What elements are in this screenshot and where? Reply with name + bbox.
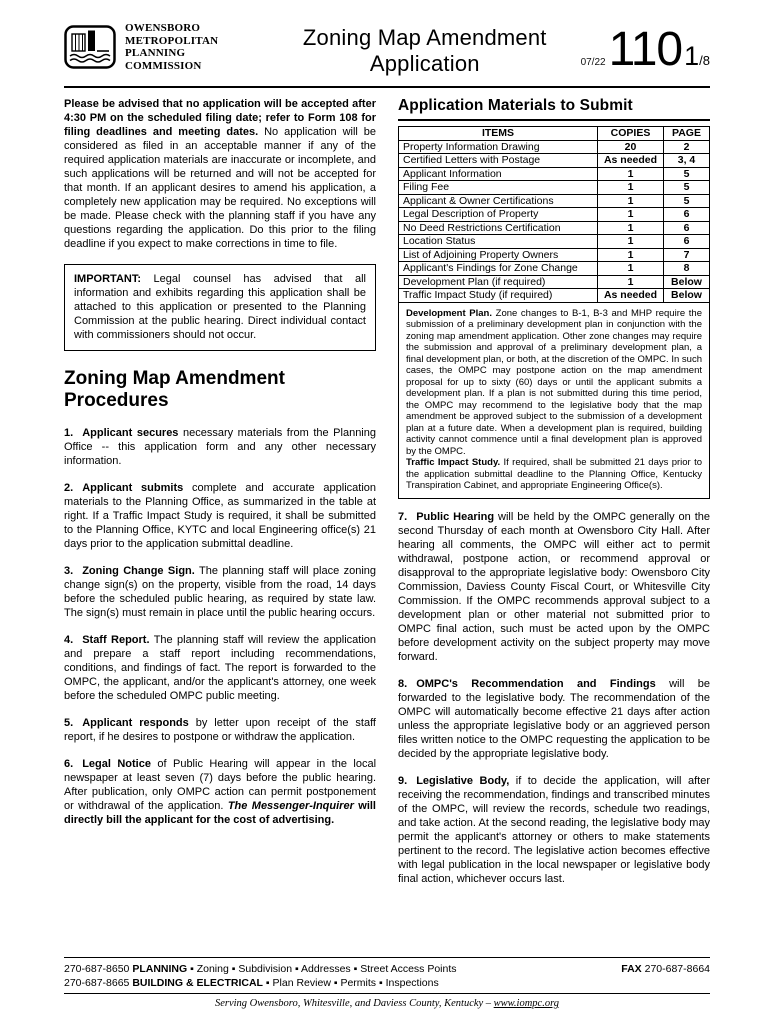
copies-cell: 1 xyxy=(598,208,664,222)
title-line-1: Zoning Map Amendment xyxy=(302,25,547,50)
item-text: The planning staff will place zoning change sign(s) on the property, visible from the road, 14 days before the scheduled public hearing, as required by state law. The sign(s) must remain in place until the public hearing occurs. xyxy=(64,565,376,619)
table-row xyxy=(399,235,710,249)
fax-label: FAX xyxy=(621,963,642,975)
materials-table xyxy=(398,126,710,303)
document-title xyxy=(269,20,581,77)
item-number: 6. xyxy=(64,758,74,770)
table-row xyxy=(399,154,710,168)
item-lead: OMPC's Recommendation and Findings xyxy=(416,677,656,690)
procedures-heading-line-1: Zoning Map Amendment xyxy=(64,368,285,389)
item-lead: Legal Notice xyxy=(82,758,151,770)
org-block xyxy=(64,20,269,72)
item-lead: Public Hearing xyxy=(416,510,495,523)
org-line-2: METROPOLITAN xyxy=(125,34,219,47)
item-lead: Legislative Body, xyxy=(416,774,510,787)
page-cell: 6 xyxy=(664,208,710,222)
item-number: 1. xyxy=(64,427,74,439)
copies-cell: 1 xyxy=(598,262,664,276)
item-name-cell: Location Status xyxy=(399,235,598,249)
newspaper-name: The Messenger-Inquirer xyxy=(227,800,354,812)
building-contact xyxy=(64,976,710,990)
org-line-4: COMMISSION xyxy=(125,59,202,72)
development-plan-text: Zone changes to B-1, B-3 and MHP require the submission of a preliminary development plan in conjunction with the zoning map amendment application. Other zone changes may require the submission and approval of a preliminary development plan, a final development plan, or both, at the discretion of the OMPC. In such cases, the OMPC may postpone action on the map amendment proposal for up to sixty (60) days or until the applicant submits a development plan. If a plan is not submitted during this time period, the OMPC may recommend to the legislative body that the map amendment be approved subject to the submission of a development plan at a future date. When a development plan is required, building activity cannot commence until a final development plan is approved by the OMPC. xyxy=(406,307,702,457)
item-name-cell: Legal Description of Property xyxy=(399,208,598,222)
copies-cell: 1 xyxy=(598,248,664,262)
table-row xyxy=(399,140,710,154)
materials-heading: Application Materials to Submit xyxy=(398,97,710,121)
org-line-1: OWENSBORO xyxy=(125,22,201,34)
item-number: 4. xyxy=(64,634,74,646)
development-plan-note xyxy=(406,308,702,458)
copies-cell: 1 xyxy=(598,181,664,195)
copies-cell: 20 xyxy=(598,140,664,154)
table-row xyxy=(399,181,710,195)
table-row xyxy=(399,275,710,289)
item-lead: Zoning Change Sign. xyxy=(82,565,195,577)
item-lead: Applicant secures xyxy=(82,427,179,439)
building-services: ▪ Plan Review ▪ Permits ▪ Inspections xyxy=(262,977,439,989)
item-text-bold-tail: will directly bill the applicant for the cost of advertising. xyxy=(64,800,376,826)
table-row xyxy=(399,248,710,262)
footer-tagline xyxy=(64,993,710,1009)
column-header-page: PAGE xyxy=(664,127,710,141)
procedure-item-6 xyxy=(64,757,376,827)
revision-date: 07/22 xyxy=(580,57,606,68)
table-row xyxy=(399,221,710,235)
item-number: 8. xyxy=(398,677,408,690)
item-name-cell: Property Information Drawing xyxy=(399,140,598,154)
org-name xyxy=(125,22,218,72)
item-text: necessary materials from the Planning Office -- this application form and any other necessary information. xyxy=(64,427,376,467)
copies-cell: 1 xyxy=(598,275,664,289)
planning-contact xyxy=(64,962,457,976)
important-label: IMPORTANT: xyxy=(74,273,142,285)
procedure-item-8 xyxy=(398,677,710,761)
document-header xyxy=(64,20,710,84)
header-rule xyxy=(64,86,710,88)
procedure-item-4 xyxy=(64,633,376,703)
intro-rest: No application will be considered as filed in an acceptable manner if any of the required application materials are inaccurate or incomplete, and such applications will be returned and will not be accepted for that month. If an applicant desires to amend his application, a completely new application may be required. No exceptions will be made. Please check with the planning staff if you have any questions regarding the application. Do this prior to the filing deadline if you expect to make corrections in time to file. xyxy=(64,126,376,250)
form-number-block xyxy=(580,20,710,76)
item-number: 5. xyxy=(64,717,74,729)
item-name-cell: List of Adjoining Property Owners xyxy=(399,248,598,262)
procedures-heading xyxy=(64,368,376,412)
procedure-item-7 xyxy=(398,510,710,664)
item-number: 9. xyxy=(398,774,408,787)
table-row xyxy=(399,262,710,276)
item-number: 2. xyxy=(64,482,74,494)
form-number: 110 xyxy=(608,23,683,76)
procedure-item-3 xyxy=(64,564,376,620)
procedure-item-9 xyxy=(398,774,710,886)
table-row xyxy=(399,208,710,222)
table-header-row xyxy=(399,127,710,141)
traffic-impact-note xyxy=(406,457,702,492)
fax-number: 270-687-8664 xyxy=(644,963,710,975)
intro-bold: Please be advised that no application will be accepted after 4:30 PM on the scheduled filing date; refer to Form 108 for filing deadlines and meeting dates. xyxy=(64,98,376,138)
column-header-items: ITEMS xyxy=(399,127,598,141)
table-row xyxy=(399,194,710,208)
document-footer xyxy=(64,957,710,1009)
procedure-item-2 xyxy=(64,481,376,551)
planning-phone: 270-687-8650 xyxy=(64,963,130,975)
item-number: 3. xyxy=(64,565,74,577)
item-name-cell: Development Plan (if required) xyxy=(399,275,598,289)
page-cell: 5 xyxy=(664,194,710,208)
page-number: 1 xyxy=(684,41,700,71)
item-text: The planning staff will review the application and prepare a staff report including recommendations, conditions, and findings of fact. The report is forwarded to the OMPC, the applicant, and/or the applicant's attorney, one week before the scheduled OMPC public meeting. xyxy=(64,634,377,702)
page-cell: 6 xyxy=(664,235,710,249)
item-name-cell: Applicant & Owner Certifications xyxy=(399,194,598,208)
table-row xyxy=(399,167,710,181)
item-lead: Staff Report. xyxy=(82,634,150,646)
building-dept: BUILDING & ELECTRICAL xyxy=(132,977,263,989)
procedures-heading-line-2: Procedures xyxy=(64,390,169,411)
page-cell: 7 xyxy=(664,248,710,262)
item-text: will be held by the OMPC generally on the second Thursday of each month at Owensboro City Hall. After hearing all comments, the OMPC will either act to permit withdrawal, postpone action, or recommend approval or disapproval to the appropriate legislative body: Owensboro City Commission, Daviess County Fiscal Court, or Whitesville City Commission. If the OMPC recommends approval subject to a development plan or other material not submitted prior to OMPC final action, such must be acted upon by the OMPC before development activity on the subject property may move forward. xyxy=(398,510,710,663)
right-column xyxy=(398,97,710,899)
item-name-cell: Traffic Impact Study (if required) xyxy=(399,289,598,303)
item-name-cell: No Deed Restrictions Certification xyxy=(399,221,598,235)
page-cell: 2 xyxy=(664,140,710,154)
page-total: /8 xyxy=(699,53,710,68)
copies-cell: 1 xyxy=(598,194,664,208)
footer-line-1 xyxy=(64,962,710,976)
title-line-2: Application xyxy=(369,51,480,76)
item-name-cell: Filing Fee xyxy=(399,181,598,195)
page-cell: 5 xyxy=(664,181,710,195)
ompc-logo xyxy=(64,25,116,69)
item-number: 7. xyxy=(398,510,408,523)
item-text: complete and accurate application materials to the Planning Office, as summarized in the table at right. If a Traffic Impact Study is required, it shall be submitted to the Planning Office, KYTC and local Engineering office(s) 21 days prior to the application submittal deadline. xyxy=(64,482,377,550)
column-header-copies: COPIES xyxy=(598,127,664,141)
building-phone: 270-687-8665 xyxy=(64,977,130,989)
item-lead: Applicant responds xyxy=(82,717,189,729)
copies-cell: 1 xyxy=(598,167,664,181)
item-text: of Public Hearing will appear in the local newspaper at least seven (7) days before the public hearing. After publication, only OMPC action can permit postponement or withdrawal of the application. xyxy=(64,758,377,812)
item-name-cell: Applicant's Findings for Zone Change xyxy=(399,262,598,276)
traffic-impact-label: Traffic Impact Study. xyxy=(406,457,501,468)
left-column xyxy=(64,97,376,899)
procedure-item-1 xyxy=(64,426,376,468)
tagline-text: Serving Owensboro, Whitesville, and Daviess County, Kentucky – xyxy=(214,998,494,1009)
content-columns xyxy=(64,97,710,899)
copies-cell: 1 xyxy=(598,235,664,249)
fax-contact xyxy=(621,962,710,976)
page-cell: 3, 4 xyxy=(664,154,710,168)
planning-services: ▪ Zoning ▪ Subdivision ▪ Addresses ▪ Street Access Points xyxy=(187,963,457,975)
intro-paragraph xyxy=(64,97,376,251)
item-text: will be forwarded to the legislative body. The recommendation of the OMPC will automatically become effective 21 days after action unless the appropriate legislative body or an aggrieved person files written notice to the OMPC requesting the application to be decided by the appropriate legislative body. xyxy=(398,677,711,760)
page-cell: Below xyxy=(664,275,710,289)
page-cell: Below xyxy=(664,289,710,303)
procedure-item-5 xyxy=(64,716,376,744)
copies-cell: As needed xyxy=(598,289,664,303)
important-text: Legal counsel has advised that all information and exhibits regarding this application shall be attached to this application or presented to the Planning Commission at the public hearing. Direct individual contact with commissioners should not occur. xyxy=(74,273,366,341)
traffic-impact-text: If required, shall be submitted 21 days prior to the application submittal deadline to the Planning Office, Kentucky Transpiration Cabinet, and appropriate Engineering Office(s). xyxy=(406,457,702,491)
item-text: by letter upon receipt of the staff report, if he desires to postpone or withdraw the application. xyxy=(64,717,376,743)
development-plan-label: Development Plan. xyxy=(406,307,492,319)
table-row xyxy=(399,289,710,303)
page-cell: 8 xyxy=(664,262,710,276)
footer-contact-block xyxy=(64,957,710,993)
item-lead: Applicant submits xyxy=(82,482,184,494)
website-link[interactable]: www.iompc.org xyxy=(493,998,560,1009)
important-notice-box xyxy=(64,264,376,351)
item-text: if to decide the application, will after receiving the recommendation, findings and transcribed minutes of the OMPC, will review the records, schedule two readings, and take action. At the second reading, the legislative body may permit the applicant's attorney or others to make statements pertinent to the record. The legislative action becomes effective with legal publication in the local newspaper or legislative body final action, whichever occurs last. xyxy=(398,774,710,885)
page-cell: 6 xyxy=(664,221,710,235)
development-plan-note-box xyxy=(398,302,710,499)
copies-cell: 1 xyxy=(598,221,664,235)
org-line-3: PLANNING xyxy=(125,47,186,59)
page-cell: 5 xyxy=(664,167,710,181)
item-name-cell: Certified Letters with Postage xyxy=(399,154,598,168)
planning-dept: PLANNING xyxy=(132,963,188,975)
item-name-cell: Applicant Information xyxy=(399,167,598,181)
copies-cell: As needed xyxy=(598,154,664,168)
